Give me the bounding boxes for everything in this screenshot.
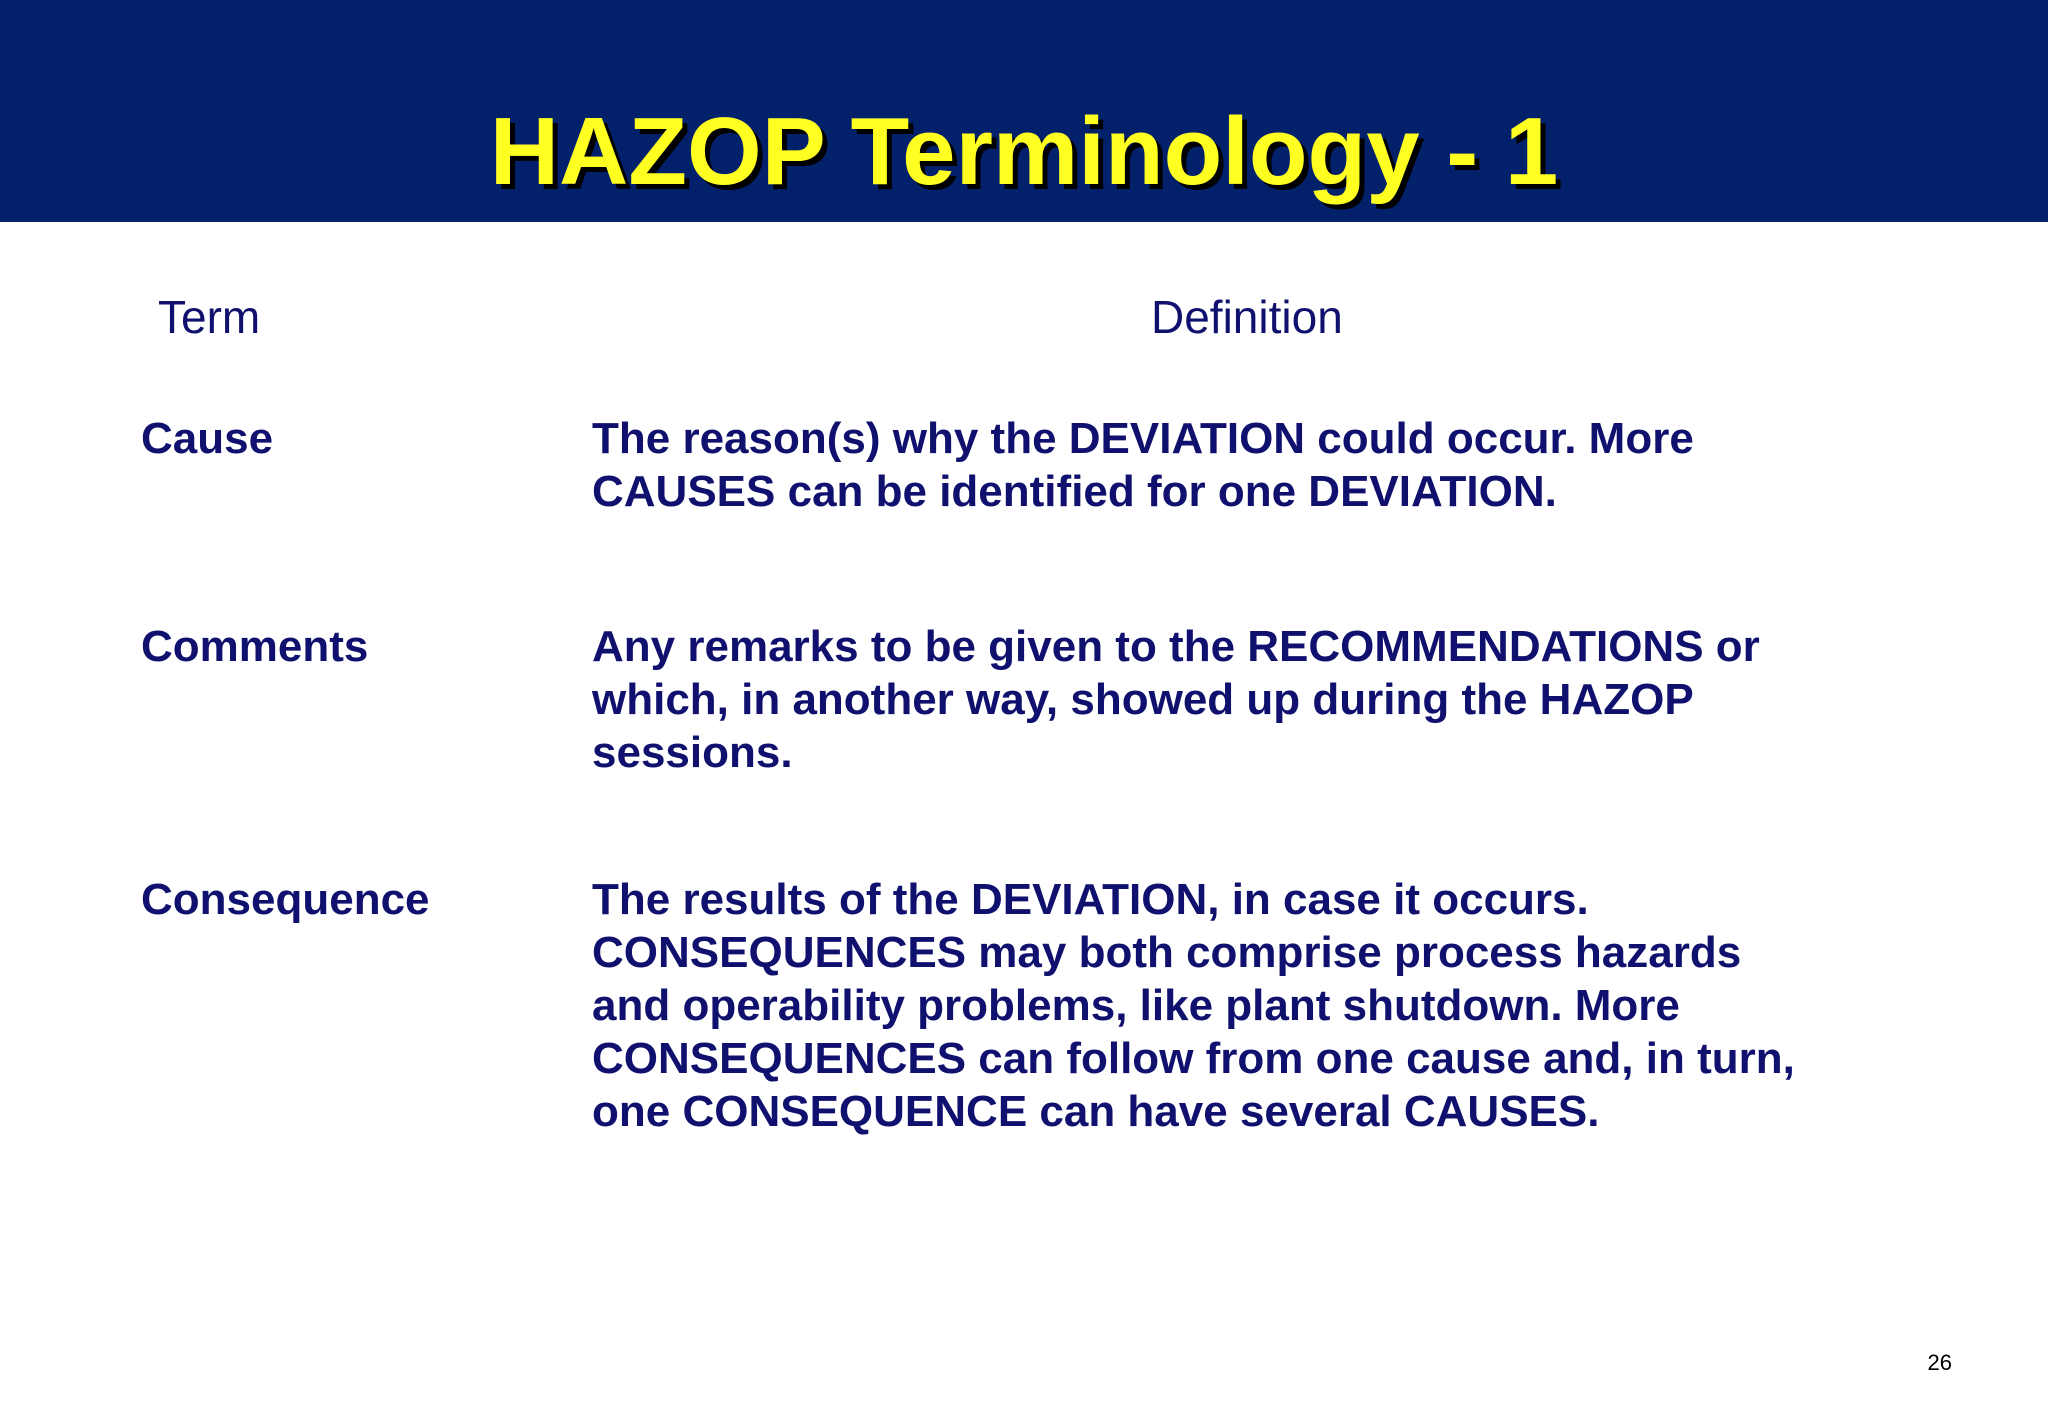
term-column-header: Term [158, 291, 261, 343]
term-cause: Cause [141, 414, 274, 463]
definition-line: sessions. [592, 728, 793, 777]
definition-line: Any remarks to be given to the RECOMMENDATIONS or [592, 622, 1760, 671]
definition-line: CAUSES can be identified for one DEVIATION. [592, 467, 1557, 516]
definition-consequence [592, 873, 1922, 1138]
definition-cause [592, 412, 1922, 518]
definition-line: CONSEQUENCES may both comprise process hazards [592, 928, 1742, 977]
definition-line: which, in another way, showed up during the HAZOP [592, 675, 1694, 724]
definition-line: CONSEQUENCES can follow from one cause and, in turn, [592, 1034, 1795, 1083]
definition-comments [592, 620, 1922, 779]
definition-line: The results of the DEVIATION, in case it occurs. [592, 875, 1589, 924]
slide-title: HAZOP Terminology - 1 [489, 98, 1559, 205]
page-number: 26 [1927, 1350, 1952, 1375]
definition-line: and operability problems, like plant shutdown. More [592, 981, 1680, 1030]
definition-line: The reason(s) why the DEVIATION could occur. More [592, 414, 1694, 463]
term-consequence: Consequence [141, 875, 430, 924]
definition-line: one CONSEQUENCE can have several CAUSES. [592, 1087, 1600, 1136]
definition-column-header: Definition [1151, 291, 1343, 343]
term-comments: Comments [141, 622, 369, 671]
